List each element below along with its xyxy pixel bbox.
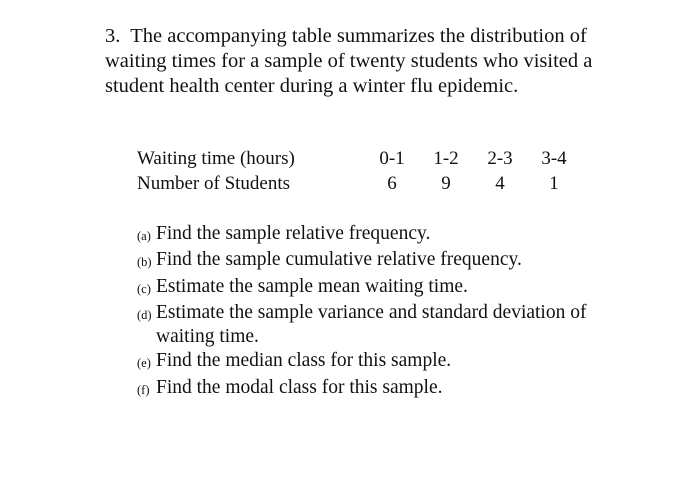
part-f <box>137 376 617 402</box>
table-row-waiting-time <box>137 146 581 171</box>
table-cell: 6 <box>387 173 397 194</box>
part-a <box>137 222 617 248</box>
part-label: (a) <box>137 229 151 243</box>
table-cell: 4 <box>495 173 505 194</box>
table-cell: 1 <box>549 173 559 194</box>
table-cell: 3-4 <box>541 148 567 169</box>
problem-statement <box>105 24 625 99</box>
part-d <box>137 301 617 350</box>
part-c <box>137 275 617 301</box>
part-text: Estimate the sample mean waiting time. <box>156 275 468 297</box>
row-label-waiting-time: Waiting time (hours) <box>137 148 295 169</box>
row-label-number-of-students: Number of Students <box>137 173 291 194</box>
table-cell: 0-1 <box>379 148 405 169</box>
problem-line-3: student health center during a winter flu epidemic. <box>105 75 519 97</box>
part-text: Find the sample cumulative relative frequency. <box>156 249 522 271</box>
problem-line-1 <box>105 24 625 49</box>
problem-line-2: waiting times for a sample of twenty students who visited a <box>105 50 593 72</box>
table-cell: 1-2 <box>433 148 459 169</box>
part-b <box>137 248 617 274</box>
table-row-number-of-students <box>137 171 581 196</box>
part-text: Find the sample relative frequency. <box>156 223 431 244</box>
problem-line-1-text: The accompanying table summarizes the distribution of <box>130 25 587 47</box>
problem-number: 3. <box>105 25 121 47</box>
frequency-table <box>137 146 581 196</box>
part-label: (c) <box>137 281 151 296</box>
part-text: Estimate the sample variance and standard deviation of waiting time. <box>156 301 587 348</box>
part-text: Find the modal class for this sample. <box>156 376 443 398</box>
question-parts <box>137 222 617 402</box>
table-cell: 9 <box>441 173 451 194</box>
part-text: Find the median class for this sample. <box>156 350 452 372</box>
part-e <box>137 349 617 375</box>
part-label: (b) <box>137 255 152 270</box>
part-label: (e) <box>137 356 151 371</box>
part-label: (f) <box>137 382 150 397</box>
part-label: (d) <box>137 307 152 322</box>
table-cell: 2-3 <box>487 148 513 169</box>
